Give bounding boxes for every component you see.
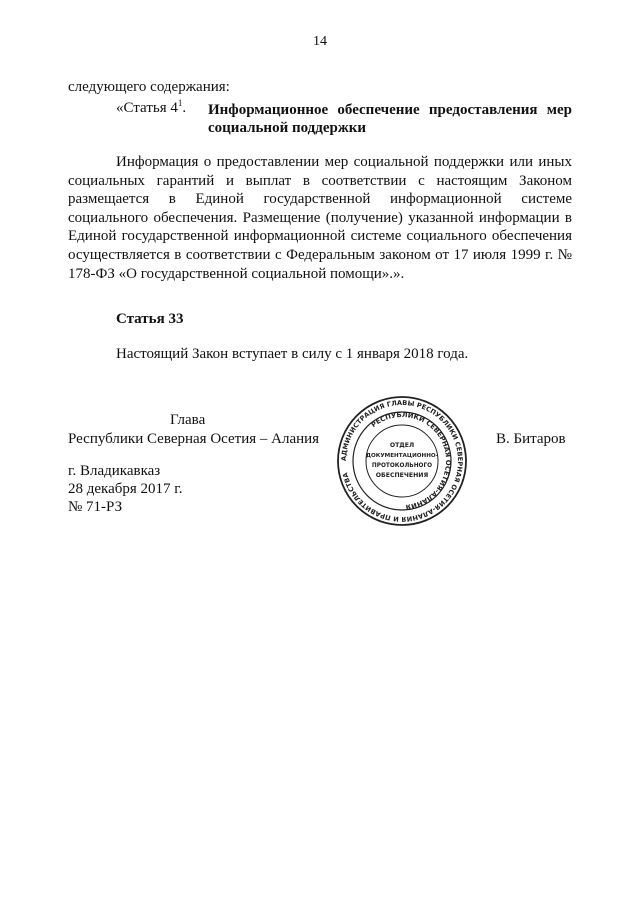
article33-text: Настоящий Закон вступает в силу с 1 января 2018 года.: [116, 346, 469, 362]
article-label-dot: .: [182, 100, 187, 116]
article-label: [116, 99, 186, 117]
article33-title: Статья 33: [116, 311, 184, 327]
article-title-line2: социальной поддержки: [208, 120, 367, 136]
stamp-outer-text: АДМИНИСТРАЦИЯ ГЛАВЫ РЕСПУБЛИКИ СЕВЕРНАЯ ОСЕТИЯ-АЛАНИЯ И ПРАВИТЕЛЬСТВА: [339, 398, 465, 524]
stamp-center-line-1: ОТДЕЛ: [389, 442, 415, 449]
body-paragraph-text: Информация о предоставлении мер социальной поддержки или иных социальных гарантий и выплат в соответствии с настоящим Законом размещается в Единой государственной информационной системе социального обеспечения. Размещение (получение) указанной информации в Единой государственной информационной системе социального обеспечения осуществляется в соответствии с Федеральным законом от 17 июля 1999 г. № 178-ФЗ «О государственной социальной помощи».».: [68, 154, 572, 282]
signature-position-line2: Республики Северная Осетия – Алания: [68, 431, 320, 447]
signature-name: В. Битаров: [496, 431, 566, 447]
stamp-center-line-2: ДОКУМЕНТАЦИОННО-: [366, 453, 438, 459]
stamp-center-line-3: ПРОТОКОЛЬНОГО: [371, 463, 433, 469]
official-stamp: [335, 394, 469, 528]
date: 28 декабря 2017 г.: [68, 481, 183, 497]
place: г. Владикавказ: [68, 463, 161, 479]
stamp-inner-text: РЕСПУБЛИКИ СЕВЕРНАЯ ОСЕТИЯ-АЛАНИЯ: [369, 410, 453, 511]
page-number: 14: [313, 34, 327, 49]
document-number: № 71-РЗ: [68, 499, 123, 515]
intro-text: следующего содержания:: [68, 79, 230, 95]
body-paragraph: [68, 153, 572, 283]
signature-position-line1: Глава: [170, 412, 206, 428]
article-superscript: 1: [177, 98, 183, 108]
stamp-center-line-4: ОБЕСПЕЧЕНИЯ: [375, 472, 429, 479]
article-label-text: «Статья 4: [116, 100, 178, 116]
stamp-seal-icon: [335, 394, 469, 528]
article-title-line1: Информационное обеспечение предоставления мер: [208, 102, 572, 118]
